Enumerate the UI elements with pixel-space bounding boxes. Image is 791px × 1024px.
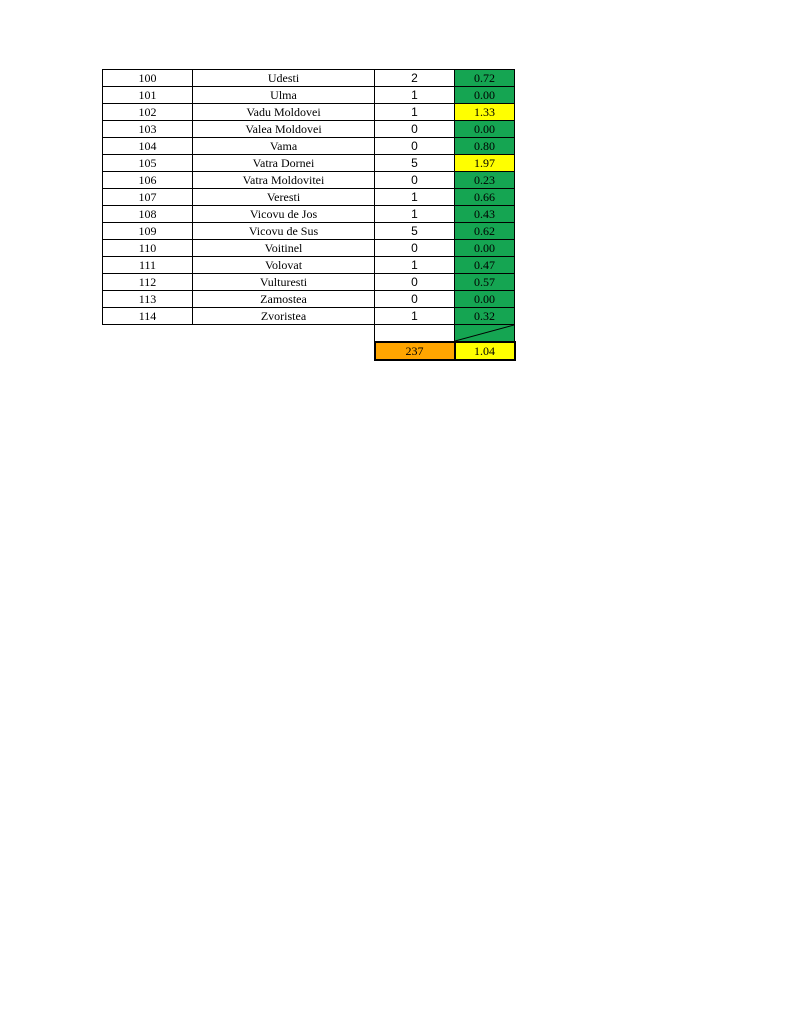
locality-name-cell[interactable]: Vama (193, 138, 375, 155)
locality-name-cell[interactable]: Vicovu de Jos (193, 206, 375, 223)
ratio-cell[interactable]: 1.97 (455, 155, 515, 172)
count-cell[interactable]: 5 (375, 155, 455, 172)
count-cell[interactable]: 1 (375, 104, 455, 121)
count-cell[interactable]: 1 (375, 189, 455, 206)
ratio-cell[interactable]: 1.33 (455, 104, 515, 121)
row-number-cell[interactable]: 100 (103, 70, 193, 87)
row-number-cell[interactable]: 111 (103, 257, 193, 274)
locality-name-cell[interactable]: Volovat (193, 257, 375, 274)
locality-name-cell[interactable]: Zamostea (193, 291, 375, 308)
table-body (103, 70, 515, 325)
ratio-cell[interactable]: 0.47 (455, 257, 515, 274)
ratio-cell[interactable]: 0.72 (455, 70, 515, 87)
ratio-cell[interactable]: 0.23 (455, 172, 515, 189)
row-number-cell[interactable]: 101 (103, 87, 193, 104)
locality-name-cell[interactable]: Vadu Moldovei (193, 104, 375, 121)
table-row (103, 189, 515, 206)
ratio-cell[interactable]: 0.80 (455, 138, 515, 155)
row-number-cell[interactable]: 112 (103, 274, 193, 291)
locality-name-cell[interactable]: Zvoristea (193, 308, 375, 325)
row-number-cell[interactable]: 104 (103, 138, 193, 155)
blank-cell-count[interactable] (375, 325, 455, 343)
locality-name-cell[interactable]: Vatra Dornei (193, 155, 375, 172)
table-row (103, 138, 515, 155)
ratio-cell[interactable]: 0.00 (455, 121, 515, 138)
table-row (103, 172, 515, 189)
blank-row (103, 325, 515, 343)
count-cell[interactable]: 0 (375, 291, 455, 308)
blank-cell-name (193, 325, 375, 343)
table-row (103, 87, 515, 104)
count-cell[interactable]: 0 (375, 121, 455, 138)
table-row (103, 223, 515, 240)
count-cell[interactable]: 0 (375, 138, 455, 155)
count-cell[interactable]: 0 (375, 172, 455, 189)
total-count-cell[interactable]: 237 (375, 342, 455, 360)
ratio-cell[interactable]: 0.57 (455, 274, 515, 291)
total-ratio-cell[interactable]: 1.04 (455, 342, 515, 360)
localities-table (102, 69, 516, 361)
table-footer (103, 325, 515, 361)
row-number-cell[interactable]: 114 (103, 308, 193, 325)
count-cell[interactable]: 1 (375, 206, 455, 223)
count-cell[interactable]: 1 (375, 308, 455, 325)
count-cell[interactable]: 1 (375, 257, 455, 274)
diagonal-line-icon (455, 325, 514, 341)
locality-name-cell[interactable]: Vicovu de Sus (193, 223, 375, 240)
row-number-cell[interactable]: 108 (103, 206, 193, 223)
table-row (103, 274, 515, 291)
count-cell[interactable]: 0 (375, 274, 455, 291)
table-row (103, 257, 515, 274)
row-number-cell[interactable]: 105 (103, 155, 193, 172)
table-row (103, 104, 515, 121)
ratio-cell[interactable]: 0.00 (455, 291, 515, 308)
locality-name-cell[interactable]: Udesti (193, 70, 375, 87)
ratio-cell[interactable]: 0.66 (455, 189, 515, 206)
table-row (103, 291, 515, 308)
row-number-cell[interactable]: 107 (103, 189, 193, 206)
locality-name-cell[interactable]: Valea Moldovei (193, 121, 375, 138)
ratio-cell[interactable]: 0.00 (455, 87, 515, 104)
count-cell[interactable]: 1 (375, 87, 455, 104)
count-cell[interactable]: 2 (375, 70, 455, 87)
diagonal-cell[interactable] (455, 325, 515, 343)
blank-cell-no (103, 325, 193, 343)
ratio-cell[interactable]: 0.62 (455, 223, 515, 240)
table-row (103, 206, 515, 223)
total-cell-no (103, 342, 193, 360)
ratio-cell[interactable]: 0.32 (455, 308, 515, 325)
locality-name-cell[interactable]: Vulturesti (193, 274, 375, 291)
row-number-cell[interactable]: 110 (103, 240, 193, 257)
count-cell[interactable]: 5 (375, 223, 455, 240)
row-number-cell[interactable]: 102 (103, 104, 193, 121)
total-cell-name (193, 342, 375, 360)
table-row (103, 121, 515, 138)
locality-name-cell[interactable]: Veresti (193, 189, 375, 206)
locality-name-cell[interactable]: Ulma (193, 87, 375, 104)
row-number-cell[interactable]: 106 (103, 172, 193, 189)
table-row (103, 155, 515, 172)
row-number-cell[interactable]: 103 (103, 121, 193, 138)
row-number-cell[interactable]: 113 (103, 291, 193, 308)
locality-name-cell[interactable]: Vatra Moldovitei (193, 172, 375, 189)
table-row (103, 240, 515, 257)
ratio-cell[interactable]: 0.43 (455, 206, 515, 223)
table-row (103, 308, 515, 325)
count-cell[interactable]: 0 (375, 240, 455, 257)
row-number-cell[interactable]: 109 (103, 223, 193, 240)
locality-name-cell[interactable]: Voitinel (193, 240, 375, 257)
total-row (103, 342, 515, 360)
table-row (103, 70, 515, 87)
ratio-cell[interactable]: 0.00 (455, 240, 515, 257)
